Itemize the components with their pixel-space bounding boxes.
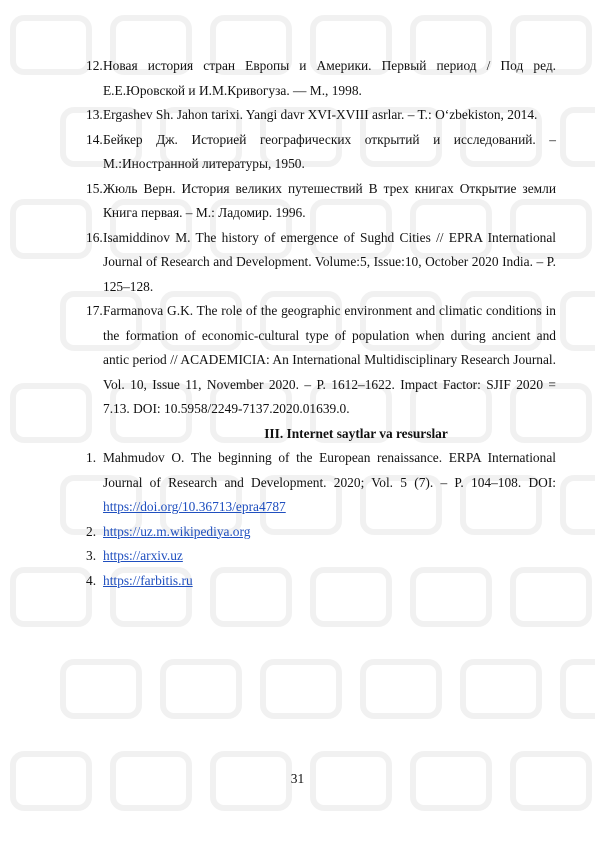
- watermark-shape: [260, 659, 342, 719]
- ref-text: Isamiddinov M. The history of emergence of Sughd Cities // EPRA International Journal of Research and Development. Volume:5, Issue:10, October 2020 India. – P. 125–128.: [103, 229, 556, 294]
- ref-number: 16.: [86, 229, 103, 245]
- watermark-shape: [560, 475, 595, 535]
- list-item: [86, 299, 556, 422]
- ref-number: 3.: [86, 548, 97, 563]
- ref-text: Farmanova G.K. The role of the geographic environment and climatic conditions in the formation of economic-cultural type of population when during ancient and antic period // ACADEMICIA: An International Multidisciplinary Research Journal. Vol. 10, Issue 11, November 2020. – P. 1612–1622. Impact Factor: SJIF 2020 = 7.13. DOI: 10.5958/2249-7137.2020.01639.0.: [103, 303, 556, 416]
- ref-number: 12.: [86, 58, 103, 73]
- ref-text-body: Mahmudov O. The beginning of the European renaissance. ERPA International Journal of Research and Development. 2020; Vol. 5 (7). – P. 104–108. DOI:: [103, 450, 556, 490]
- ref-text: [103, 446, 556, 520]
- watermark-shape: [10, 15, 92, 75]
- list-item: [86, 544, 556, 569]
- list-item: [86, 226, 556, 300]
- wikipedia-link[interactable]: https://uz.m.wikipediya.org: [103, 523, 251, 539]
- ref-text: Жюль Верн. История великих путешествий В трех книгах Открытие земли Книга первая. – М.: Ладомир. 1996.: [103, 180, 556, 220]
- ref-number: 15.: [86, 180, 103, 196]
- list-item: [86, 446, 556, 520]
- page-number: 31: [290, 771, 305, 786]
- list-item: [86, 520, 556, 545]
- watermark-shape: [60, 659, 142, 719]
- arxiv-link[interactable]: https://arxiv.uz: [103, 548, 183, 563]
- ref-text: [103, 520, 556, 545]
- ref-text: [103, 569, 556, 594]
- watermark-shape: [560, 659, 595, 719]
- watermark-shape: [10, 567, 92, 627]
- ref-number: 1.: [86, 450, 97, 465]
- watermark-shape: [560, 291, 595, 351]
- farbitis-link[interactable]: https://farbitis.ru: [103, 572, 193, 588]
- list-item: [86, 128, 556, 177]
- ref-number: 14.: [86, 131, 103, 147]
- list-item: [86, 177, 556, 226]
- section-heading: III. Internet saytlar va resurslar: [264, 425, 448, 441]
- list-item: [86, 54, 556, 103]
- list-item: [86, 103, 556, 128]
- watermark-shape: [10, 199, 92, 259]
- watermark-shape: [10, 383, 92, 443]
- watermark-shape: [360, 659, 442, 719]
- watermark-shape: [560, 107, 595, 167]
- ref-number: 4.: [86, 572, 97, 588]
- watermark-shape: [460, 659, 542, 719]
- ref-text: Ergashev Sh. Jahon tarixi. Yangi davr XVI-XVIII asrlar. – T.: O‘zbekiston, 2014.: [103, 107, 538, 122]
- ref-text: Бейкер Дж. Историей географических открытий и исследований. – М.:Иностранной литературы, 1950.: [103, 131, 556, 171]
- ref-number: 17.: [86, 303, 103, 318]
- reference-list: [86, 54, 556, 593]
- ref-text: [103, 544, 556, 569]
- ref-number: 13.: [86, 107, 103, 122]
- list-item: [86, 569, 556, 594]
- doi-link[interactable]: https://doi.org/10.36713/epra4787: [103, 499, 286, 514]
- watermark-shape: [160, 659, 242, 719]
- ref-number: 2.: [86, 523, 97, 539]
- ref-text: Новая история стран Европы и Америки. Первый период / Под ред. Е.Е.Юровской и И.М.Кривогуза. — М., 1998.: [103, 58, 556, 98]
